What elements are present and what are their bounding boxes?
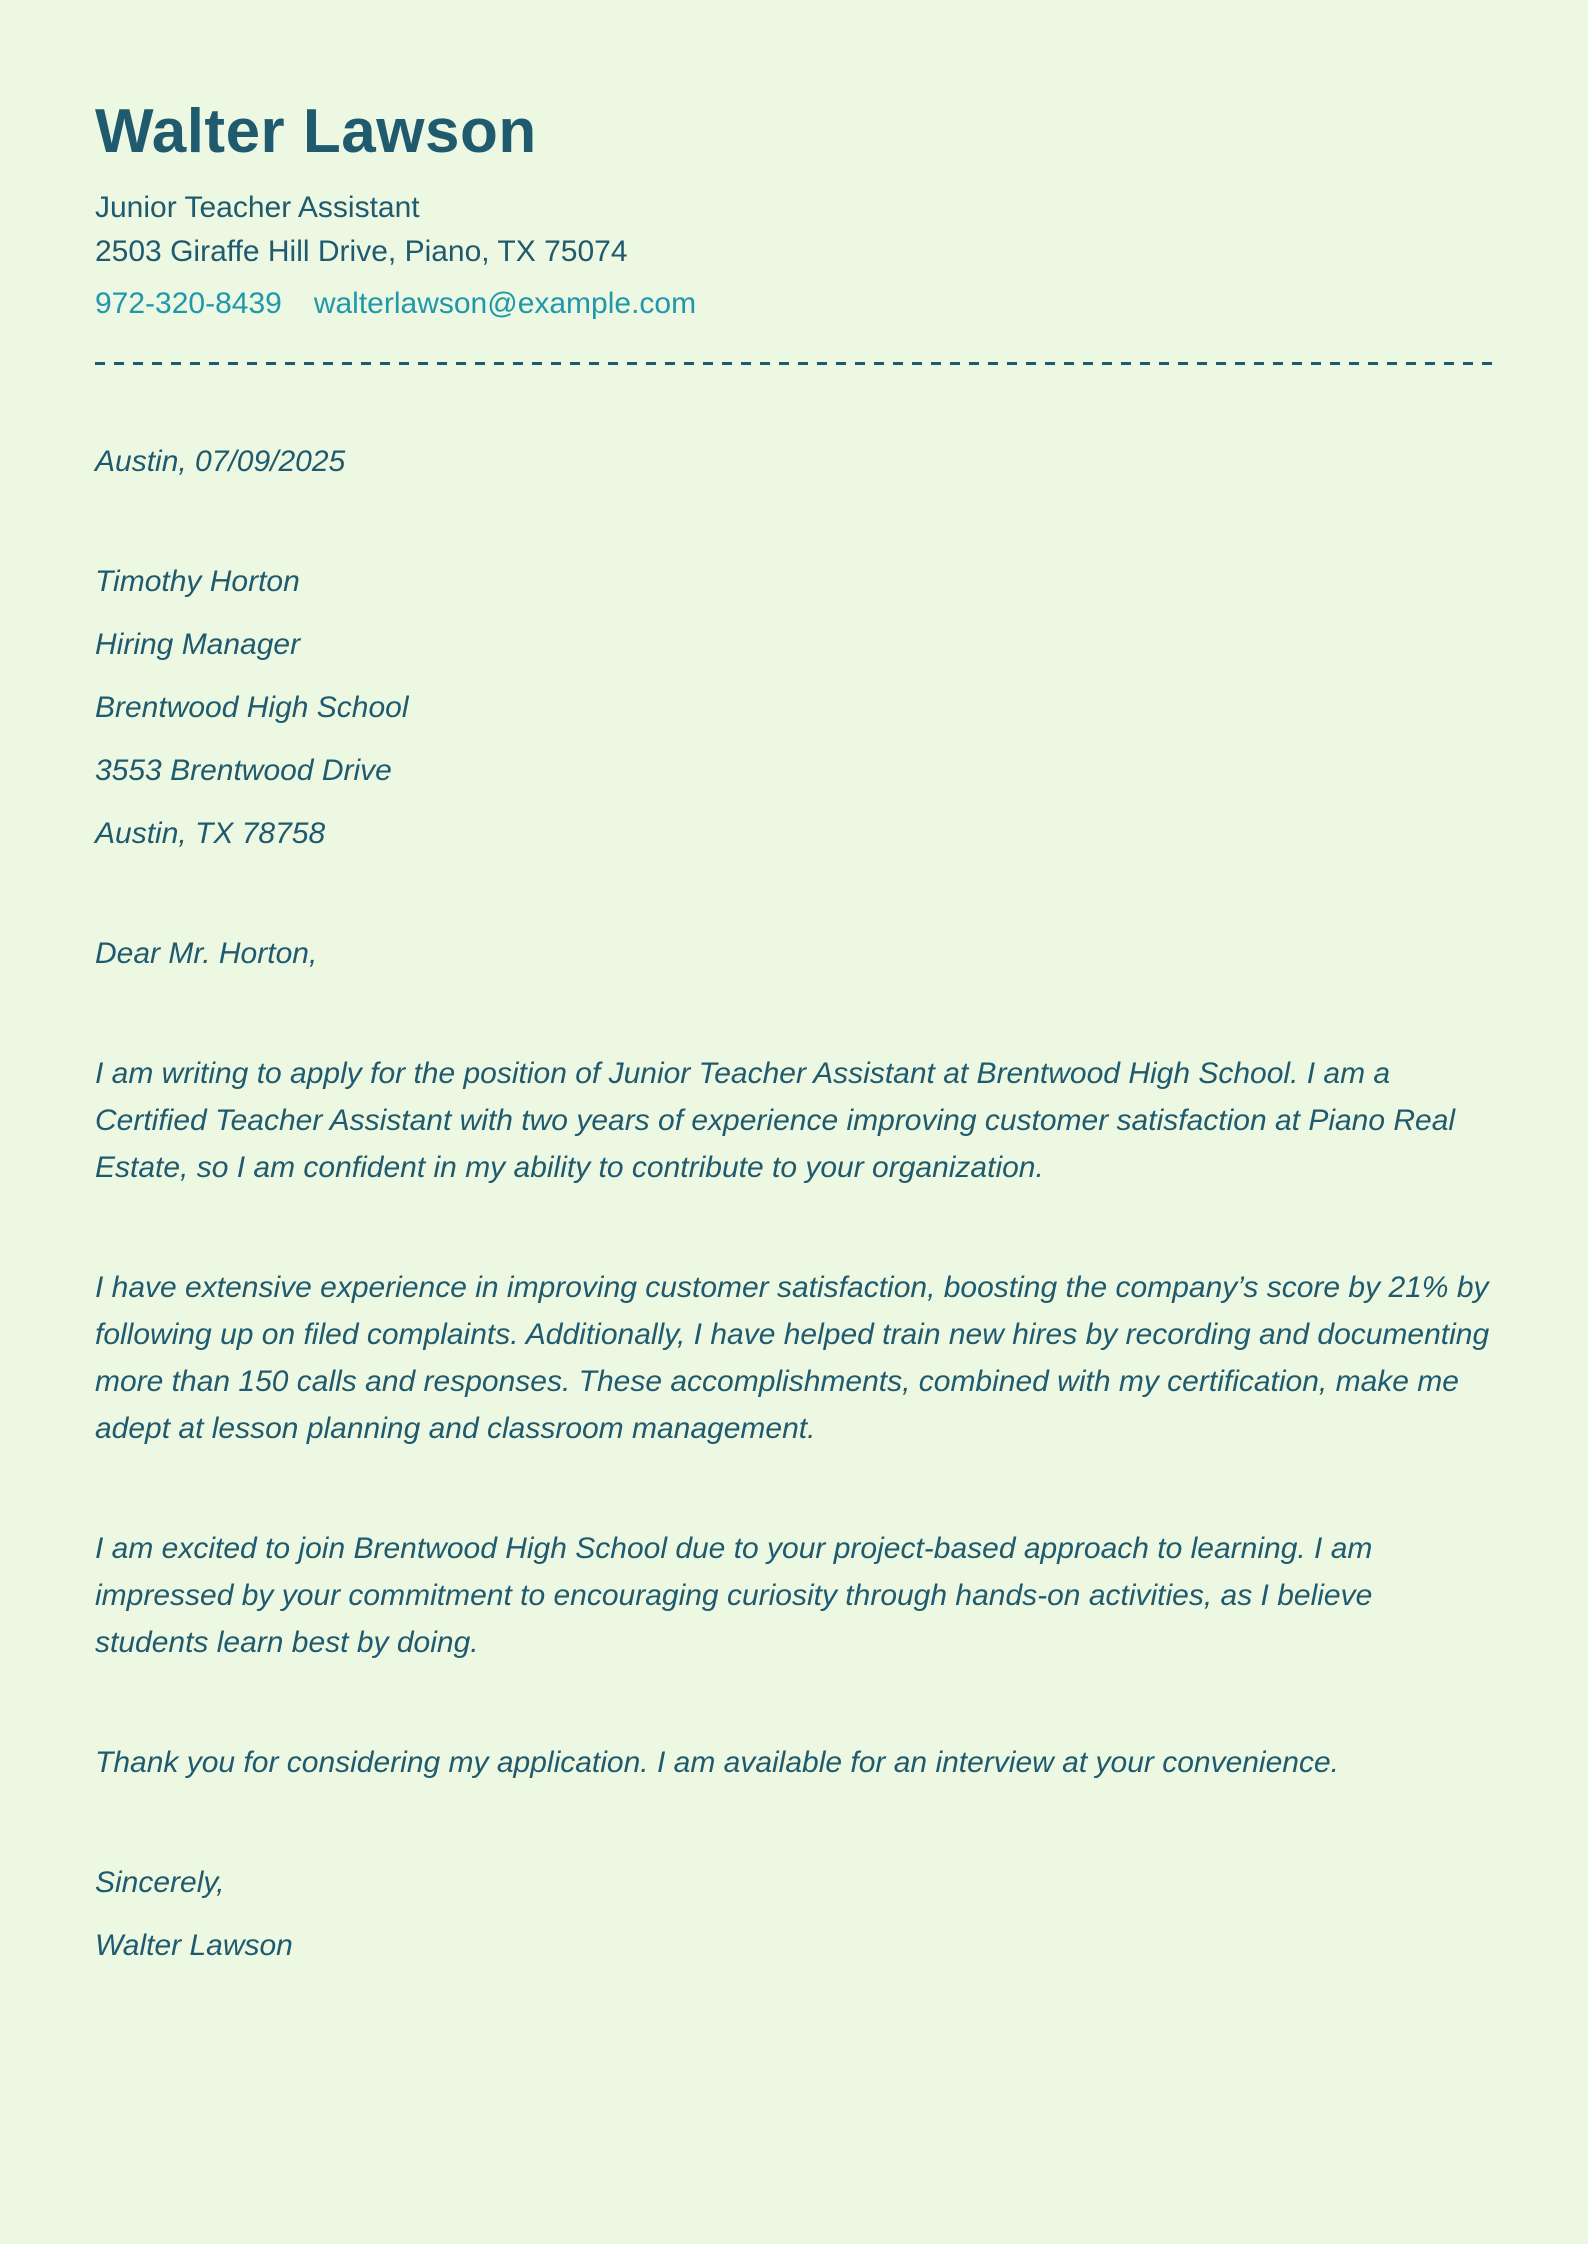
body-paragraph-1: I am writing to apply for the position of Junior Teacher Assistant at Brentwood High School. I am a Certified Teacher Assistant with two years of experience improving customer satisfaction at Piano Real Estate, so I am confident in my ability to contribute to your organization. [95, 1057, 1456, 1184]
body-paragraph-3: I am excited to join Brentwood High School due to your project-based approach to learning. I am impressed by your commitment to encouraging curiosity through hands-on activities, as I believe students learn best by doing. [95, 1532, 1373, 1659]
applicant-job-title: Junior Teacher Assistant [95, 191, 420, 224]
applicant-address: 2503 Giraffe Hill Drive, Piano, TX 75074 [95, 235, 628, 268]
body-paragraph-2: I have extensive experience in improving customer satisfaction, boosting the company’s score by 21% by following up on filed complaints. Additionally, I have helped train new hires by recording and documenting more than 150 calls and responses. These accomplishments, combined with my certification, make me adept at lesson planning and classroom management. [95, 1271, 1490, 1445]
email-link[interactable]: walterlawson@example.com [313, 287, 697, 320]
applicant-name: Walter Lawson [95, 97, 537, 166]
recipient-name: Timothy Horton [95, 565, 300, 598]
salutation: Dear Mr. Horton, [95, 937, 318, 970]
phone-link[interactable]: 972-320-8439 [95, 287, 282, 320]
recipient-city: Austin, TX 78758 [95, 817, 326, 850]
dashed-separator [95, 362, 1492, 365]
recipient-title: Hiring Manager [95, 628, 301, 661]
date-line: Austin, 07/09/2025 [95, 445, 346, 478]
signature-name: Walter Lawson [95, 1929, 293, 1962]
recipient-street: 3553 Brentwood Drive [95, 754, 392, 787]
recipient-block [95, 558, 1492, 857]
letter-body [95, 438, 1492, 1969]
closing: Sincerely, [95, 1866, 225, 1899]
contact-row [95, 282, 1492, 326]
recipient-company: Brentwood High School [95, 691, 409, 724]
letter-header [95, 96, 1492, 326]
body-paragraph-4: Thank you for considering my application. I am available for an interview at your convenience. [95, 1746, 1339, 1779]
